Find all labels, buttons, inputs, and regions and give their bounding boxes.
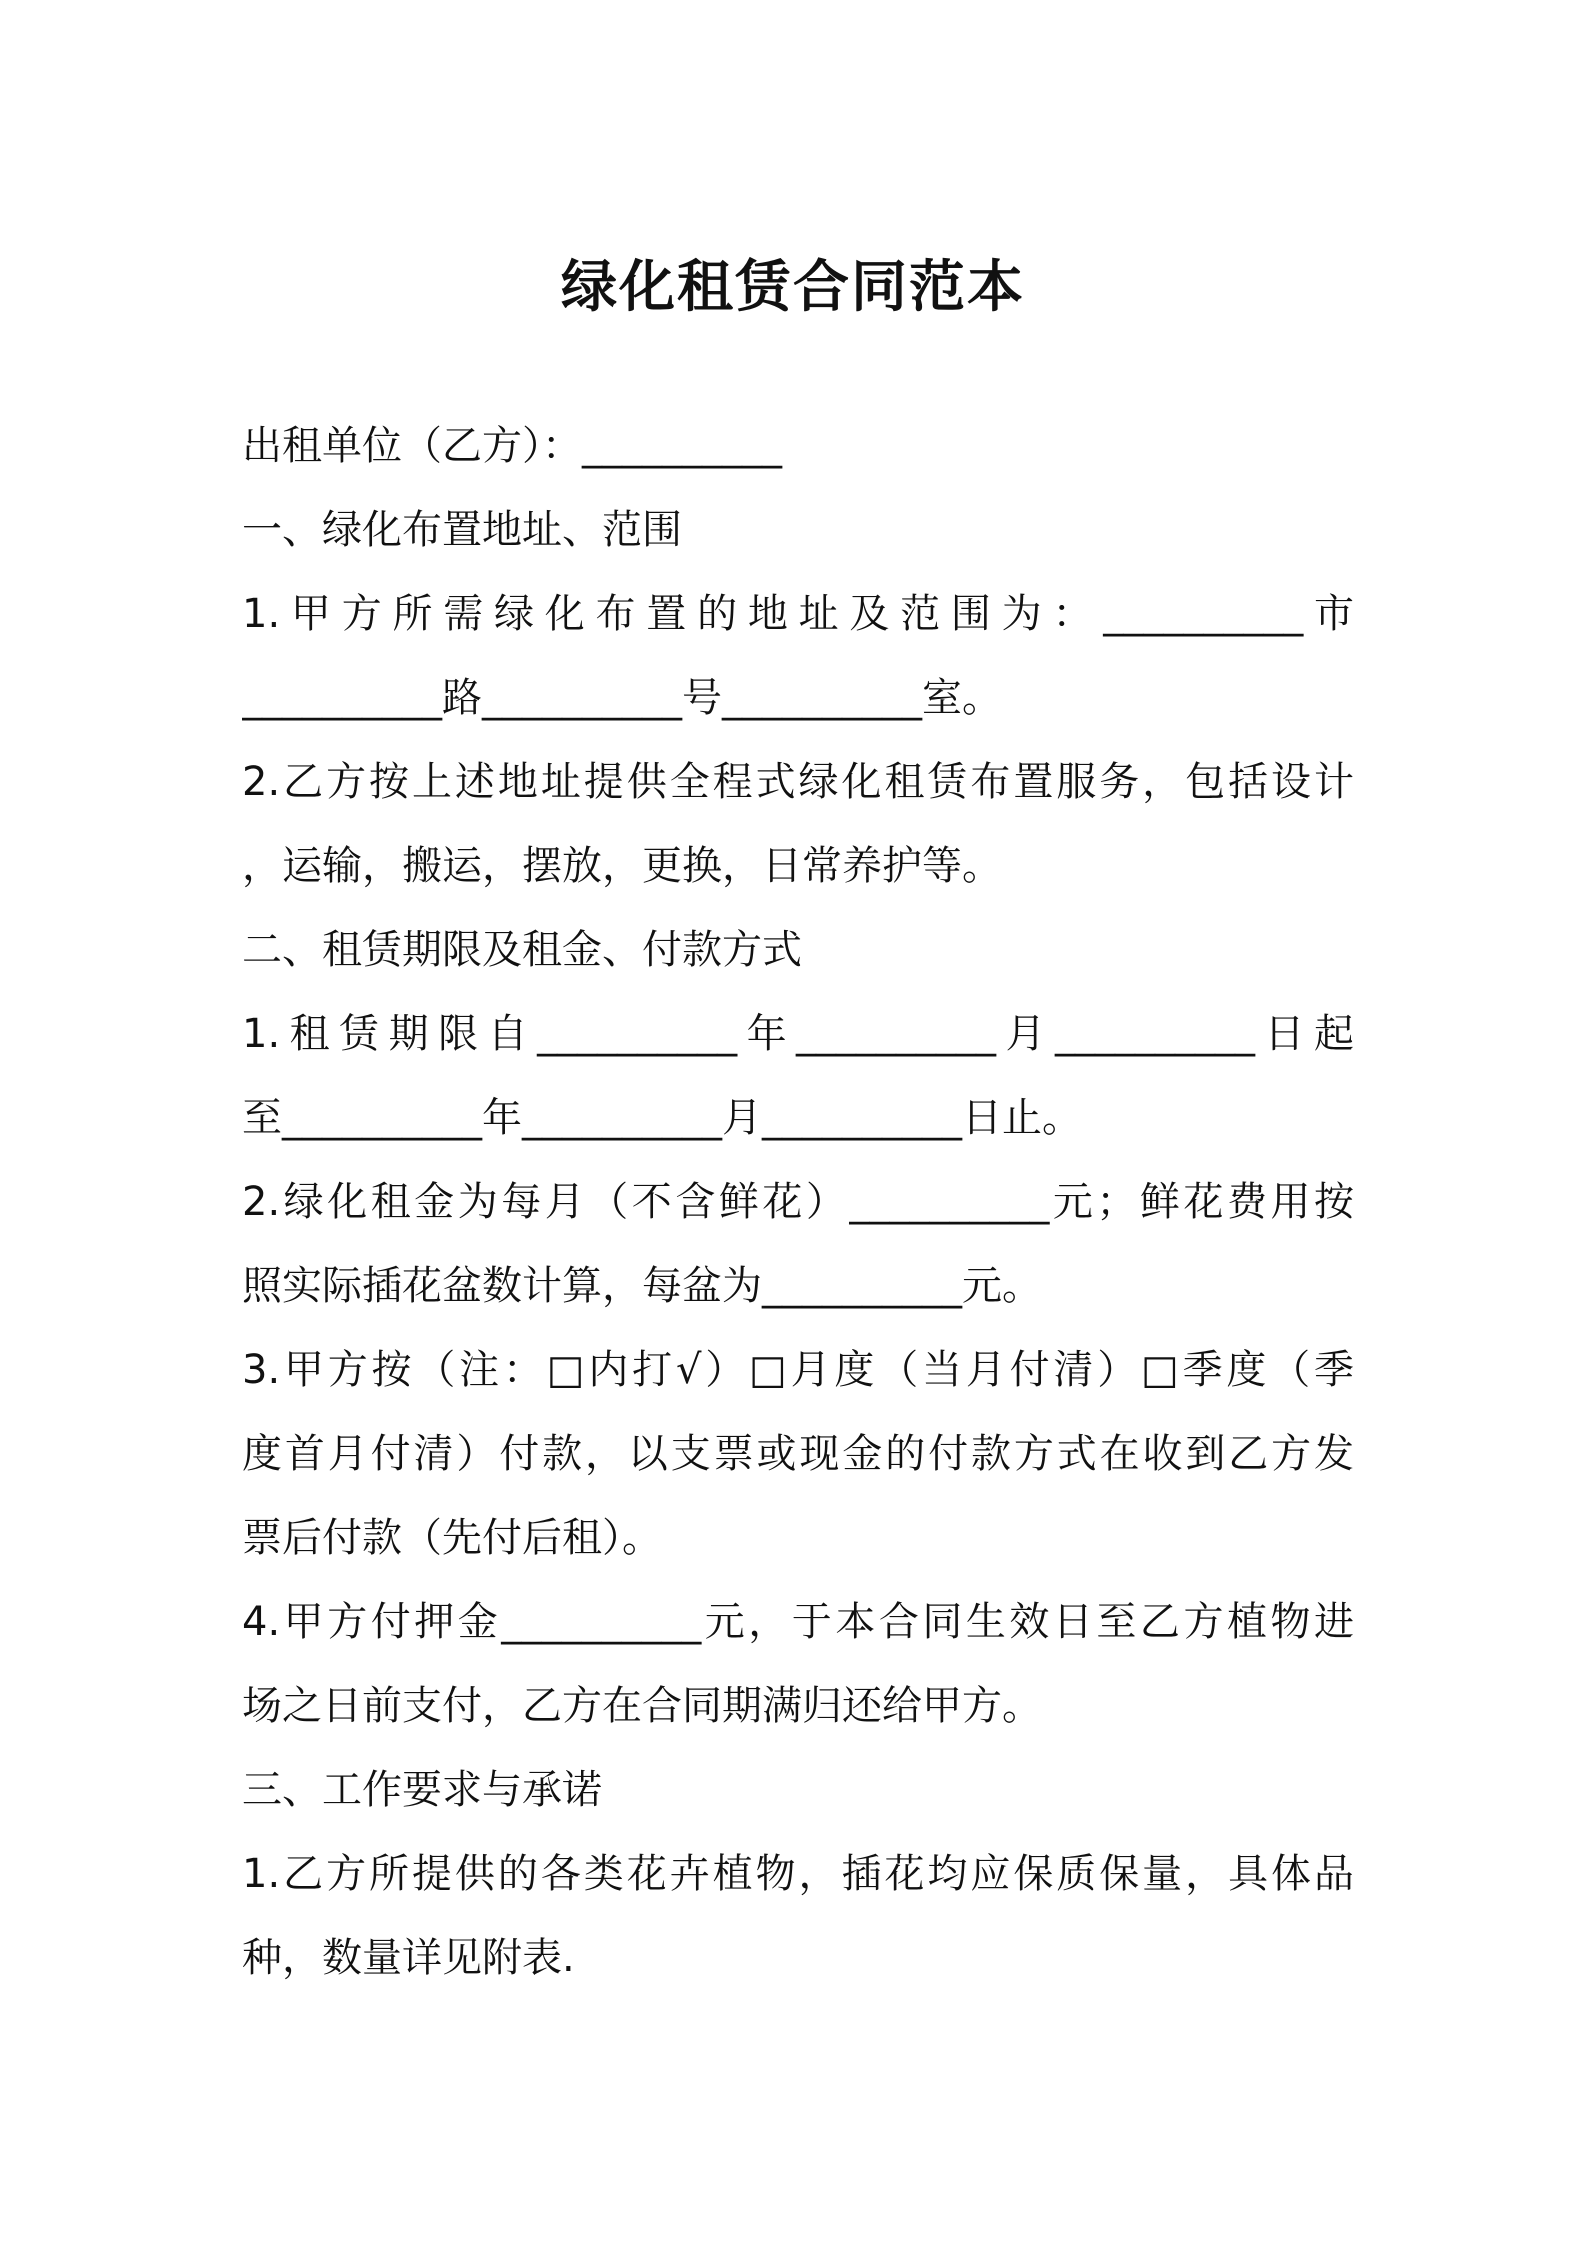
- clause-2-2-line-1: 2.绿化租金为每月（不含鲜花）__________元；鲜花费用按: [242, 1179, 1354, 1225]
- clause-1-2-line-1: 2.乙方按上述地址提供全程式绿化租赁布置服务，包括设计: [242, 759, 1354, 805]
- document-body: [242, 404, 1354, 2000]
- clause-2-1-line-1: 1.租赁期限自__________年__________月__________日起: [242, 1011, 1354, 1057]
- lessor-line: 出租单位（乙方）：__________: [242, 423, 782, 469]
- clause-2-4-line-1: 4.甲方付押金__________元，于本合同生效日至乙方植物进: [242, 1599, 1354, 1645]
- clause-1-2-line-2: ，运输，搬运，摆放，更换，日常养护等。: [242, 843, 1002, 889]
- clause-2-3-line-3: 票后付款（先付后租）。: [242, 1515, 662, 1561]
- section-1-heading: 一、绿化布置地址、范围: [242, 507, 682, 553]
- section-3-heading: 三、工作要求与承诺: [242, 1767, 602, 1813]
- clause-1-1-line-2: __________路__________号__________室。: [242, 675, 1002, 721]
- clause-2-3-line-1: 3.甲方按（注：□内打√）□月度（当月付清）□季度（季: [242, 1347, 1354, 1393]
- clause-2-2-line-2: 照实际插花盆数计算，每盆为__________元。: [242, 1263, 1042, 1309]
- clause-2-4-line-2: 场之日前支付，乙方在合同期满归还给甲方。: [242, 1683, 1042, 1729]
- clause-3-1-line-1: 1.乙方所提供的各类花卉植物，插花均应保质保量，具体品: [242, 1851, 1354, 1897]
- clause-2-3-line-2: 度首月付清）付款，以支票或现金的付款方式在收到乙方发: [242, 1431, 1354, 1477]
- clause-1-1-line-1: 1.甲方所需绿化布置的地址及范围为：__________市: [242, 591, 1354, 637]
- document-title: 绿化租赁合同范本: [561, 255, 1025, 320]
- clause-3-1-line-2: 种，数量详见附表.: [242, 1935, 575, 1981]
- clause-2-1-line-2: 至__________年__________月__________日止。: [242, 1095, 1082, 1141]
- section-2-heading: 二、租赁期限及租金、付款方式: [242, 927, 802, 973]
